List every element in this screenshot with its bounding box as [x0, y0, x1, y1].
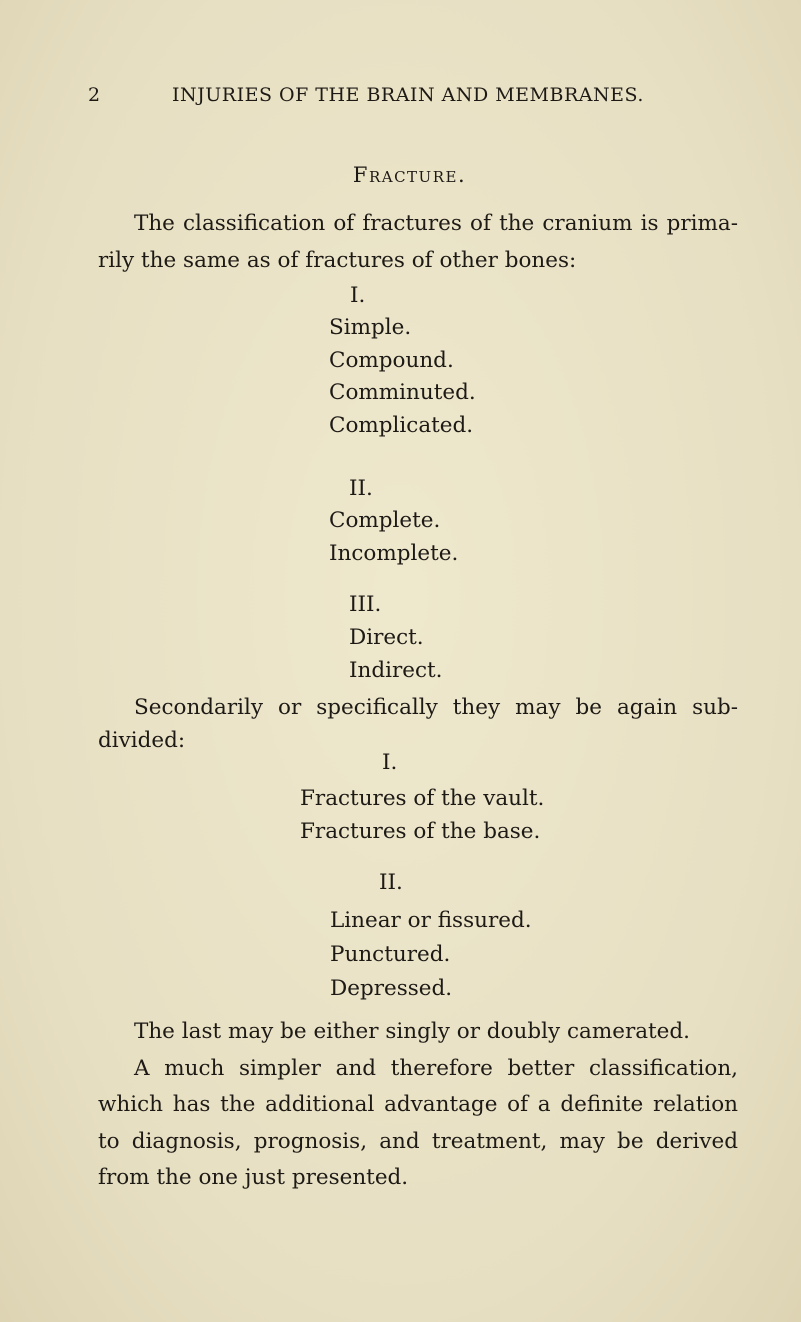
intro-paragraph — [98, 206, 738, 279]
paragraph-line: A much simpler and therefore better classification, — [134, 1055, 738, 1081]
paragraph-line: divided: — [98, 727, 186, 753]
classification-list — [330, 904, 532, 1006]
classification-list — [300, 783, 544, 848]
list-item: Simple. — [329, 315, 412, 340]
list-item: Comminuted. — [329, 380, 476, 405]
paragraph-line: The last may be either singly or doubly camerated. — [134, 1019, 691, 1044]
page-number: 2 — [88, 84, 101, 106]
closing-paragraph — [98, 1014, 738, 1197]
list-item: Complete. — [329, 508, 441, 533]
group-numeral: II. — [349, 476, 373, 501]
secondary-paragraph — [98, 690, 738, 755]
list-item: Indirect. — [349, 657, 443, 683]
paragraph-line: to diagnosis, prognosis, and treatment, may be derived — [98, 1128, 738, 1154]
list-item: Punctured. — [330, 942, 451, 967]
list-item: Complicated. — [329, 412, 474, 438]
group-numeral: III. — [349, 592, 382, 617]
group-numeral: I. — [382, 750, 398, 775]
paragraph-line: from the one just presented. — [98, 1165, 409, 1190]
list-item: Depressed. — [330, 976, 453, 1001]
classification-list — [329, 505, 458, 570]
list-item: Incomplete. — [329, 540, 459, 566]
classification-list — [329, 312, 476, 442]
list-item: Fractures of the vault. — [300, 786, 545, 811]
paragraph-line: which has the additional advantage of a definite relation — [98, 1092, 738, 1117]
list-item: Linear or fissured. — [330, 908, 532, 933]
paragraph-line: Secondarily or specifically they may be again sub- — [134, 695, 738, 720]
paragraph-line: The classification of fractures of the cranium is prima- — [134, 211, 738, 236]
paragraph-line: rily the same as of fractures of other bones: — [98, 247, 577, 273]
group-numeral: I. — [350, 283, 366, 308]
section-title: Fracture. — [352, 163, 467, 187]
running-head-title: INJURIES OF THE BRAIN AND MEMBRANES. — [172, 84, 644, 106]
running-head — [88, 84, 648, 106]
list-item: Direct. — [349, 625, 424, 650]
classification-list — [349, 622, 443, 687]
list-item: Fractures of the base. — [300, 818, 541, 844]
group-numeral: II. — [379, 870, 403, 895]
list-item: Compound. — [329, 347, 454, 373]
